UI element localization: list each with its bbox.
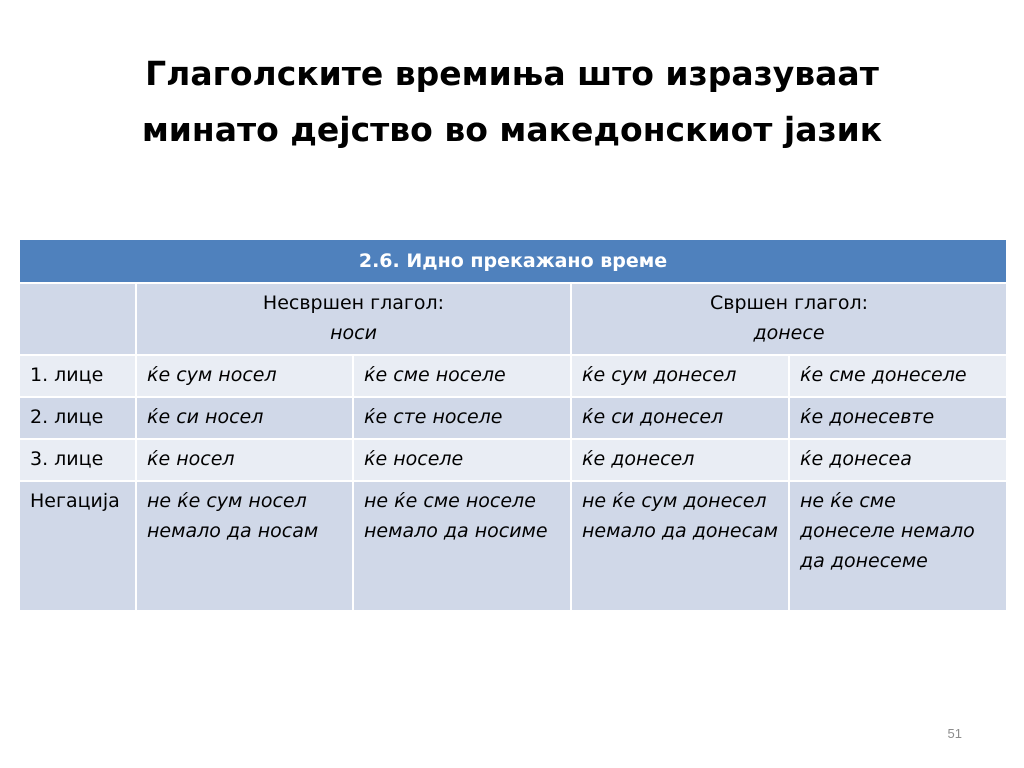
empty-corner-cell — [19, 283, 136, 355]
person-label: 1. лице — [19, 355, 136, 397]
person-label: 3. лице — [19, 439, 136, 481]
imperfective-label: Несвршен глагол: — [262, 292, 445, 314]
table-row — [19, 439, 1007, 481]
conjugation-table — [18, 238, 1008, 612]
conjugation-cell: ќе носел — [136, 439, 353, 481]
perfective-label: Свршен глагол: — [710, 292, 868, 314]
conjugation-cell: ќе донесеа — [789, 439, 1007, 481]
negation-cell: не ќе сме донеселе немало да донесеме — [789, 481, 1007, 611]
slide-title-line-1: Глаголските времиња што изразуваат — [145, 54, 879, 93]
negation-cell: не ќе сум донесел немало да донесам — [571, 481, 789, 611]
imperfective-verb-header — [136, 283, 571, 355]
negation-cell: не ќе сме носеле немало да носиме — [353, 481, 571, 611]
page-number: 51 — [947, 726, 962, 741]
conjugation-cell: ќе носеле — [353, 439, 571, 481]
conjugation-cell: ќе сум донесел — [571, 355, 789, 397]
perfective-verb: донесе — [753, 322, 825, 344]
table-row — [19, 355, 1007, 397]
table-row — [19, 397, 1007, 439]
verb-header-row — [19, 283, 1007, 355]
conjugation-cell: ќе донесевте — [789, 397, 1007, 439]
conjugation-cell: ќе сум носел — [136, 355, 353, 397]
conjugation-cell: ќе сме донеселе — [789, 355, 1007, 397]
conjugation-cell: ќе сме носеле — [353, 355, 571, 397]
negation-label: Негација — [19, 481, 136, 611]
tense-header: 2.6. Идно прекажано време — [19, 239, 1007, 283]
person-label: 2. лице — [19, 397, 136, 439]
conjugation-cell: ќе си носел — [136, 397, 353, 439]
imperfective-verb: носи — [330, 322, 377, 344]
conjugation-cell: ќе сте носеле — [353, 397, 571, 439]
slide-title-line-2: минато дејство во македонскиот јазик — [141, 110, 883, 149]
conjugation-cell: ќе донесел — [571, 439, 789, 481]
negation-row — [19, 481, 1007, 611]
conjugation-cell: ќе си донесел — [571, 397, 789, 439]
table-header-row — [19, 239, 1007, 283]
slide-title — [60, 46, 964, 158]
perfective-verb-header — [571, 283, 1007, 355]
negation-cell: не ќе сум носел немало да носам — [136, 481, 353, 611]
